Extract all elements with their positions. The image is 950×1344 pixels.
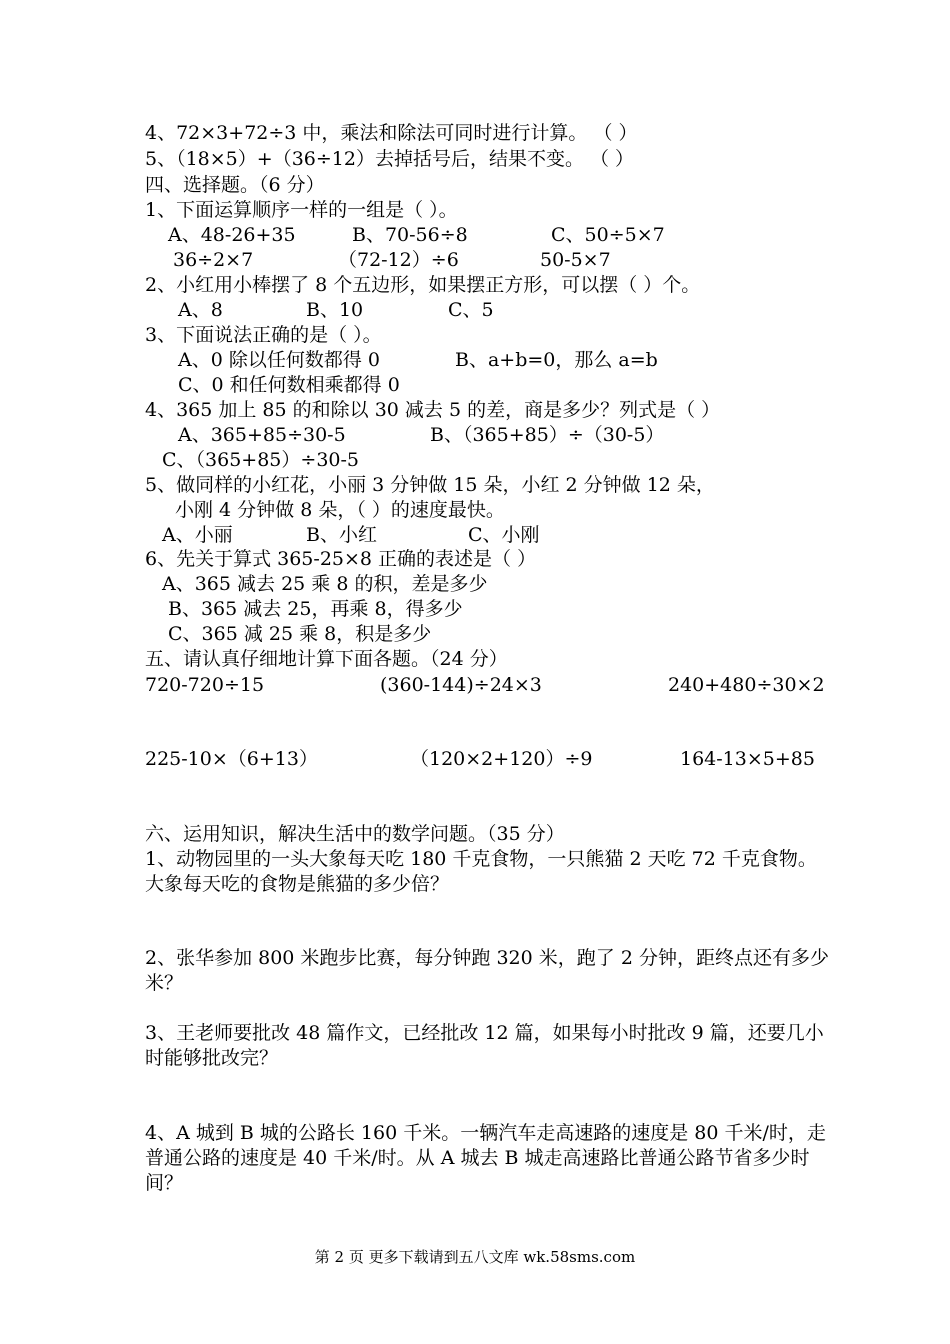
calc-expression-5: （120×2+120）÷9 (410, 748, 593, 770)
choice-q2-option-a: A、8 (178, 299, 223, 321)
choice-q2-option-c: C、5 (448, 299, 494, 321)
calc-expression-4: 225-10×（6+13） (145, 748, 318, 770)
choice-q5-option-c: C、小刚 (468, 524, 540, 546)
choice-q5-stem-line1: 5、做同样的小红花，小丽 3 分钟做 15 朵，小红 2 分钟做 12 朵， (145, 474, 715, 496)
choice-q5-stem-line2: 小刚 4 分钟做 8 朵，（ ）的速度最快。 (175, 499, 505, 521)
choice-q2-option-b: B、10 (306, 299, 364, 321)
choice-q1-option-a-line2: 36÷2×7 (173, 249, 254, 271)
section-heading-apply: 六、运用知识，解决生活中的数学问题。（35 分） (145, 823, 565, 845)
choice-q1-option-c-line2: 50-5×7 (540, 249, 611, 271)
choice-q2-stem: 2、小红用小棒摆了 8 个五边形，如果摆正方形，可以摆（ ）个。 (145, 274, 701, 296)
choice-q3-option-b: B、a+b=0，那么 a=b (455, 349, 658, 371)
choice-q3-stem: 3、下面说法正确的是（ ）。 (145, 324, 382, 346)
choice-q4-stem: 4、365 加上 85 的和除以 30 减去 5 的差，商是多少？列式是（ ） (145, 399, 721, 421)
apply-problem-3: 3、王老师要批改 48 篇作文，已经批改 12 篇，如果每小时批改 9 篇，还要几小时能够批改完？ (145, 1022, 824, 1069)
choice-q6-option-c: C、365 减 25 乘 8，积是多少 (168, 623, 432, 645)
apply-problem-1: 1、动物园里的一头大象每天吃 180 千克食物，一只熊猫 2 天吃 72 千克食物。大象每天吃的食物是熊猫的多少倍？ (145, 848, 817, 895)
judge-question-4: 4、72×3+72÷3 中，乘法和除法可同时进行计算。 （ ） (145, 122, 638, 144)
choice-q3-option-c: C、0 和任何数相乘都得 0 (178, 374, 400, 396)
choice-q4-option-b: B、（365+85）÷（30-5） (430, 424, 665, 446)
choice-q1-option-b: B、70-56÷8 (352, 224, 468, 246)
calc-expression-1: 720-720÷15 (145, 674, 265, 696)
apply-problem-4: 4、A 城到 B 城的公路长 160 千米。一辆汽车走高速路的速度是 80 千米/时，走普通公路的速度是 40 千米/时。从 A 城去 B 城走高速路比普通公路节省多少时间？ (145, 1122, 826, 1194)
page-footer: 第 2 页 更多下载请到五八文库 wk.58sms.com (314, 1248, 636, 1266)
calc-expression-2: (360-144)÷24×3 (380, 674, 542, 696)
choice-q1-stem: 1、下面运算顺序一样的一组是（ ）。 (145, 199, 458, 221)
choice-q5-option-b: B、小红 (306, 524, 377, 546)
apply-problem-2: 2、张华参加 800 米跑步比赛，每分钟跑 320 米，跑了 2 分钟，距终点还有多少米？ (145, 947, 829, 994)
choice-q5-option-a: A、小丽 (162, 524, 233, 546)
choice-q6-option-b: B、365 减去 25，再乘 8，得多少 (168, 598, 463, 620)
choice-q4-option-a: A、365+85÷30-5 (178, 424, 346, 446)
choice-q1-option-c: C、50÷5×7 (551, 224, 665, 246)
calc-expression-6: 164-13×5+85 (680, 748, 815, 770)
section-heading-calc: 五、请认真仔细地计算下面各题。（24 分） (145, 648, 508, 670)
calc-expression-3: 240+480÷30×2 (668, 674, 825, 696)
choice-q6-stem: 6、先关于算式 365-25×8 正确的表述是（ ） (145, 548, 537, 570)
choice-q3-option-a: A、0 除以任何数都得 0 (178, 349, 380, 371)
judge-question-5: 5、（18×5）+（36÷12）去掉括号后，结果不变。 （ ） (145, 148, 635, 170)
choice-q1-option-b-line2: （72-12）÷6 (338, 249, 459, 271)
section-heading-choice: 四、选择题。（6 分） (145, 174, 325, 196)
choice-q6-option-a: A、365 减去 25 乘 8 的积，差是多少 (162, 573, 488, 595)
choice-q4-option-c: C、（365+85）÷30-5 (162, 449, 360, 471)
choice-q1-option-a: A、48-26+35 (168, 224, 296, 246)
